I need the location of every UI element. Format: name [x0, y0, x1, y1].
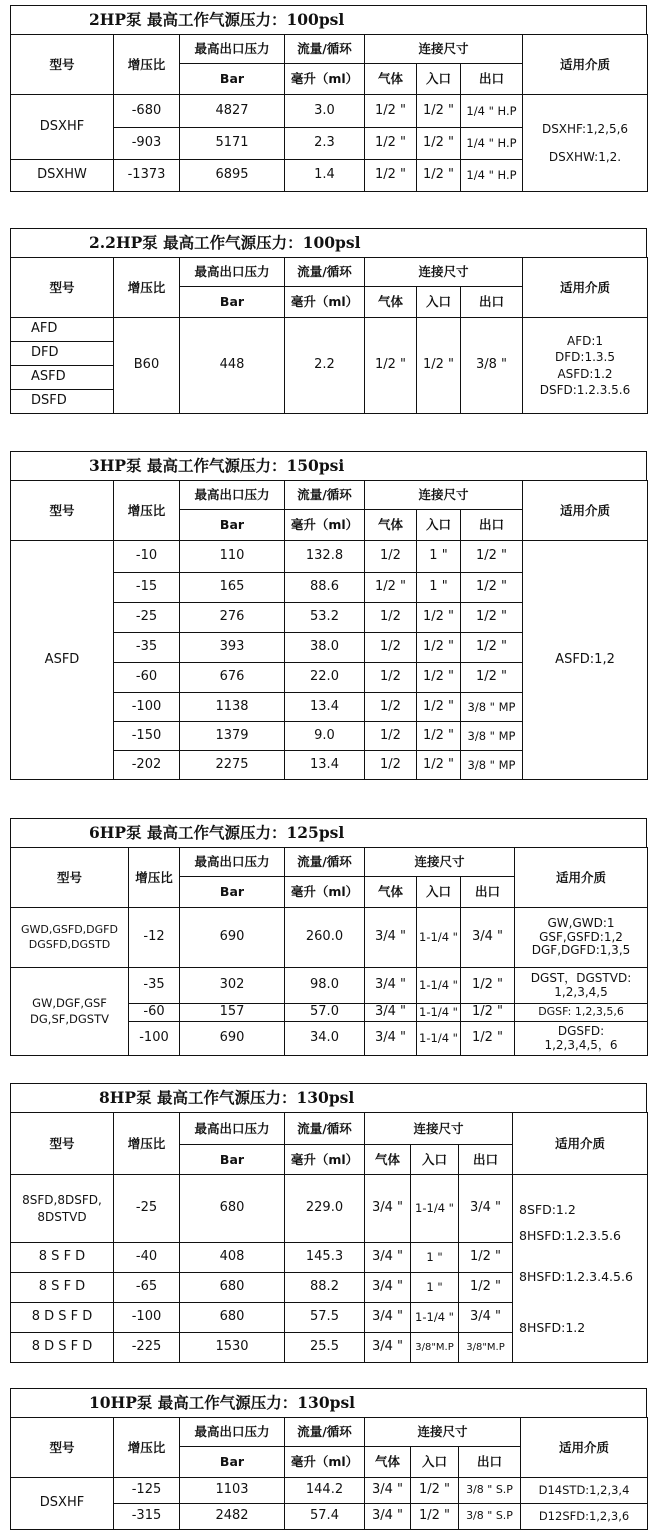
- inlet-cell: 1/2 ": [417, 633, 461, 663]
- media-line: GSF,GSFD:1,2: [539, 929, 623, 944]
- table-row: [11, 95, 648, 128]
- gas-cell: 3/4 ": [365, 1333, 411, 1363]
- header-model: 型号: [11, 35, 114, 95]
- header-pressure: 最高出口压力: [180, 1418, 285, 1447]
- outlet-cell: 3/4 ": [461, 908, 515, 968]
- ratio-cell: -100: [114, 1303, 180, 1333]
- flow-cell: 1.4: [285, 160, 365, 192]
- ratio-cell: -903: [114, 128, 180, 160]
- model-cell: AFD: [11, 318, 114, 342]
- bar-cell: 302: [180, 968, 285, 1004]
- header-ratio: 增压比: [114, 35, 180, 95]
- media-line: AFD:1: [567, 334, 604, 349]
- header-gas: 气体: [365, 1447, 411, 1478]
- outlet-cell: 1/2 ": [461, 603, 523, 633]
- header-pressure: 最高出口压力: [180, 848, 285, 877]
- header-flow: 流量/循环: [285, 258, 365, 287]
- header-gas: 气体: [365, 64, 417, 95]
- header-ratio: 增压比: [114, 1113, 180, 1175]
- outlet-cell: 1/4 " H.P: [461, 95, 523, 128]
- gas-cell: 1/2 ": [365, 95, 417, 128]
- section-title: 2.2HP泵 最高工作气源压力：100psl: [10, 228, 647, 257]
- bar-cell: 1379: [180, 722, 285, 751]
- ratio-cell: -25: [114, 603, 180, 633]
- flow-cell: 25.5: [285, 1333, 365, 1363]
- outlet-cell: 3/4 ": [459, 1175, 513, 1243]
- header-inlet: 入口: [417, 510, 461, 541]
- media-line: GW,GWD:1: [547, 915, 615, 930]
- media-cell: [515, 1022, 648, 1056]
- model-cell: 8 S F D: [11, 1243, 114, 1273]
- inlet-cell: 1-1/4 ": [417, 968, 461, 1004]
- header-gas: 气体: [365, 877, 417, 908]
- section-10hp: [10, 1388, 647, 1530]
- gas-cell: 3/4 ": [365, 1303, 411, 1333]
- gas-cell: 1/2 ": [365, 573, 417, 603]
- media-line: 8SFD:1.2: [519, 1202, 576, 1217]
- media-line: 1,2,3,4,5，6: [544, 1037, 618, 1052]
- model-line: GWD,GSFD,DGFD: [21, 922, 118, 936]
- media-line: DFD:1.3.5: [555, 350, 615, 365]
- inlet-cell: 1/2 ": [417, 693, 461, 722]
- header-flow: 流量/循环: [285, 481, 365, 510]
- outlet-cell: 3/8 " MP: [461, 693, 523, 722]
- bar-cell: 2482: [180, 1504, 285, 1530]
- inlet-cell: 1 ": [411, 1273, 459, 1303]
- header-flow: 流量/循环: [285, 848, 365, 877]
- media-cell: [515, 908, 648, 968]
- gas-cell: 3/4 ": [365, 1175, 411, 1243]
- gas-cell: 3/4 ": [365, 1273, 411, 1303]
- inlet-cell: 1-1/4 ": [417, 908, 461, 968]
- header-ratio: 增压比: [114, 258, 180, 318]
- model-line: DGSFD,DGSTD: [28, 937, 111, 951]
- flow-cell: 57.5: [285, 1303, 365, 1333]
- header-model: 型号: [11, 481, 114, 541]
- flow-cell: 13.4: [285, 751, 365, 780]
- header-outlet: 出口: [461, 287, 523, 318]
- section-2-2hp: [10, 228, 647, 414]
- spec-table: [10, 257, 648, 414]
- inlet-cell: 1/2 ": [417, 95, 461, 128]
- flow-cell: 98.0: [285, 968, 365, 1004]
- header-model: 型号: [11, 258, 114, 318]
- header-flow-unit: 毫升（ml）: [285, 287, 365, 318]
- media-line: 8HSFD:1.2.3.4.5.6: [519, 1269, 633, 1284]
- flow-cell: 2.3: [285, 128, 365, 160]
- bar-cell: 690: [180, 908, 285, 968]
- media-cell: [515, 968, 648, 1004]
- header-connection: 连接尺寸: [365, 258, 523, 287]
- outlet-cell: 3/8 " MP: [461, 722, 523, 751]
- bar-cell: 6895: [180, 160, 285, 192]
- header-outlet: 出口: [461, 64, 523, 95]
- ratio-cell: -25: [114, 1175, 180, 1243]
- gas-cell: 1/2: [365, 693, 417, 722]
- media-line: DGSFD:: [557, 1023, 605, 1038]
- media-line: DSXHF:1,2,5,6: [541, 121, 629, 136]
- flow-cell: 34.0: [285, 1022, 365, 1056]
- inlet-cell: 1/2 ": [417, 603, 461, 633]
- bar-cell: 110: [180, 541, 285, 573]
- flow-cell: 57.4: [285, 1504, 365, 1530]
- media-cell: [523, 318, 648, 414]
- bar-cell: 5171: [180, 128, 285, 160]
- ratio-cell: -225: [114, 1333, 180, 1363]
- bar-cell: 680: [180, 1273, 285, 1303]
- model-cell: DFD: [11, 342, 114, 366]
- section-2hp: [10, 5, 647, 192]
- inlet-cell: 1 ": [411, 1243, 459, 1273]
- media-line: DGF,DGFD:1,3,5: [531, 943, 631, 958]
- media-cell: [513, 1175, 648, 1363]
- header-pressure-unit: Bar: [180, 1447, 285, 1478]
- header-flow: 流量/循环: [285, 1418, 365, 1447]
- header-connection: 连接尺寸: [365, 1113, 513, 1145]
- inlet-cell: 3/8"M.P: [411, 1333, 459, 1363]
- section-title: 6HP泵 最高工作气源压力：125psl: [10, 818, 647, 847]
- header-media: 适用介质: [513, 1113, 648, 1175]
- header-media: 适用介质: [523, 35, 648, 95]
- spec-table: [10, 480, 648, 780]
- bar-cell: 408: [180, 1243, 285, 1273]
- bar-cell: 676: [180, 663, 285, 693]
- ratio-cell: -10: [114, 541, 180, 573]
- spec-table: [10, 1112, 648, 1363]
- header-inlet: 入口: [411, 1447, 459, 1478]
- flow-cell: 88.2: [285, 1273, 365, 1303]
- outlet-cell: 3/4 ": [459, 1303, 513, 1333]
- media-line: DSXHW:1,2.: [548, 150, 622, 164]
- section-6hp: [10, 818, 647, 1056]
- outlet-cell: 3/8 " S.P: [459, 1478, 521, 1504]
- header-inlet: 入口: [417, 64, 461, 95]
- model-line: 8SFD,8DSFD,: [22, 1193, 102, 1208]
- header-model: 型号: [11, 1418, 114, 1478]
- header-ratio: 增压比: [114, 1418, 180, 1478]
- table-row: [11, 968, 648, 1004]
- inlet-cell: 1/2 ": [417, 318, 461, 414]
- outlet-cell: 1/2 ": [461, 1022, 515, 1056]
- header-pressure-unit: Bar: [180, 877, 285, 908]
- media-line: 8HSFD:1.2.3.5.6: [519, 1228, 621, 1243]
- media-line: DSFD:1.2.3.5.6: [539, 382, 631, 397]
- header-pressure-unit: Bar: [180, 64, 285, 95]
- section-title: 10HP泵 最高工作气源压力：130psl: [10, 1388, 647, 1417]
- ratio-cell: -60: [129, 1004, 180, 1022]
- gas-cell: 1/2: [365, 722, 417, 751]
- header-pressure-unit: Bar: [180, 1145, 285, 1175]
- table-row: [11, 541, 648, 573]
- ratio-cell: -65: [114, 1273, 180, 1303]
- ratio-cell: -125: [114, 1478, 180, 1504]
- media-cell: ASFD:1,2: [523, 541, 648, 780]
- header-outlet: 出口: [459, 1145, 513, 1175]
- header-media: 适用介质: [523, 258, 648, 318]
- outlet-cell: 1/2 ": [459, 1243, 513, 1273]
- model-cell: 8 S F D: [11, 1273, 114, 1303]
- bar-cell: 4827: [180, 95, 285, 128]
- flow-cell: 9.0: [285, 722, 365, 751]
- header-connection: 连接尺寸: [365, 481, 523, 510]
- ratio-cell: -150: [114, 722, 180, 751]
- media-line: 8HSFD:1.2: [519, 1320, 586, 1335]
- outlet-cell: 1/2 ": [461, 968, 515, 1004]
- gas-cell: 3/4 ": [365, 908, 417, 968]
- outlet-cell: 1/2 ": [461, 573, 523, 603]
- gas-cell: 1/2: [365, 603, 417, 633]
- bar-cell: 1103: [180, 1478, 285, 1504]
- flow-cell: 53.2: [285, 603, 365, 633]
- header-gas: 气体: [365, 287, 417, 318]
- flow-cell: 229.0: [285, 1175, 365, 1243]
- bar-cell: 2275: [180, 751, 285, 780]
- outlet-cell: 1/2 ": [461, 541, 523, 573]
- table-row: [11, 318, 648, 342]
- bar-cell: 1530: [180, 1333, 285, 1363]
- inlet-cell: 1/2 ": [417, 722, 461, 751]
- header-pressure: 最高出口压力: [180, 1113, 285, 1145]
- ratio-cell: -15: [114, 573, 180, 603]
- header-connection: 连接尺寸: [365, 848, 515, 877]
- ratio-cell: -1373: [114, 160, 180, 192]
- ratio-cell: -202: [114, 751, 180, 780]
- header-outlet: 出口: [461, 510, 523, 541]
- gas-cell: 3/4 ": [365, 1022, 417, 1056]
- flow-cell: 144.2: [285, 1478, 365, 1504]
- inlet-cell: 1-1/4 ": [411, 1303, 459, 1333]
- gas-cell: 3/4 ": [365, 1504, 411, 1530]
- flow-cell: 260.0: [285, 908, 365, 968]
- header-pressure-unit: Bar: [180, 287, 285, 318]
- header-media: 适用介质: [521, 1418, 648, 1478]
- gas-cell: 1/2 ": [365, 128, 417, 160]
- header-inlet: 入口: [417, 287, 461, 318]
- header-connection: 连接尺寸: [365, 1418, 521, 1447]
- flow-cell: 38.0: [285, 633, 365, 663]
- media-cell: D14STD:1,2,3,4: [521, 1478, 648, 1504]
- media-cell: D12SFD:1,2,3,6: [521, 1504, 648, 1530]
- media-cell: [523, 95, 648, 192]
- flow-cell: 145.3: [285, 1243, 365, 1273]
- outlet-cell: 1/2 ": [461, 663, 523, 693]
- ratio-cell: -100: [129, 1022, 180, 1056]
- header-flow-unit: 毫升（ml）: [285, 510, 365, 541]
- header-ratio: 增压比: [129, 848, 180, 908]
- flow-cell: 132.8: [285, 541, 365, 573]
- media-line: DGST，DGSTVD:: [530, 970, 632, 985]
- section-title: 2HP泵 最高工作气源压力：100psl: [10, 5, 647, 34]
- spec-table: [10, 847, 648, 1056]
- model-cell: ASFD: [11, 366, 114, 390]
- header-inlet: 入口: [411, 1145, 459, 1175]
- gas-cell: 1/2 ": [365, 318, 417, 414]
- ratio-cell: -40: [114, 1243, 180, 1273]
- model-cell: DSXHF: [11, 1478, 114, 1530]
- header-model: 型号: [11, 848, 129, 908]
- ratio-cell: -60: [114, 663, 180, 693]
- inlet-cell: 1/2 ": [417, 751, 461, 780]
- gas-cell: 1/2: [365, 751, 417, 780]
- model-line: DG,SF,DGSTV: [30, 1011, 109, 1026]
- outlet-cell: 1/2 ": [461, 1004, 515, 1022]
- gas-cell: 1/2 ": [365, 160, 417, 192]
- model-cell: [11, 1175, 114, 1243]
- outlet-cell: 3/8 " MP: [461, 751, 523, 780]
- model-cell: [11, 968, 129, 1056]
- header-pressure: 最高出口压力: [180, 35, 285, 64]
- inlet-cell: 1 ": [417, 573, 461, 603]
- bar-cell: 276: [180, 603, 285, 633]
- bar-cell: 448: [180, 318, 285, 414]
- inlet-cell: 1/2 ": [417, 663, 461, 693]
- section-8hp: [10, 1083, 647, 1363]
- bar-cell: 393: [180, 633, 285, 663]
- inlet-cell: 1-1/4 ": [417, 1004, 461, 1022]
- section-3hp: [10, 451, 647, 780]
- bar-cell: 1138: [180, 693, 285, 722]
- media-cell: DGSF: 1,2,3,5,6: [515, 1004, 648, 1022]
- model-line: GW,DGF,GSF: [32, 995, 107, 1010]
- gas-cell: 1/2: [365, 541, 417, 573]
- header-gas: 气体: [365, 1145, 411, 1175]
- inlet-cell: 1/2 ": [417, 160, 461, 192]
- model-cell: DSXHF: [11, 95, 114, 160]
- header-pressure: 最高出口压力: [180, 258, 285, 287]
- gas-cell: 3/4 ": [365, 1243, 411, 1273]
- inlet-cell: 1/2 ": [411, 1504, 459, 1530]
- header-outlet: 出口: [459, 1447, 521, 1478]
- ratio-cell: -35: [114, 633, 180, 663]
- media-line: 1,2,3,4,5: [554, 984, 608, 999]
- ratio-cell: -100: [114, 693, 180, 722]
- table-row: [11, 908, 648, 968]
- outlet-cell: 1/4 " H.P: [461, 160, 523, 192]
- gas-cell: 3/4 ": [365, 1478, 411, 1504]
- ratio-cell: -680: [114, 95, 180, 128]
- inlet-cell: 1/2 ": [411, 1478, 459, 1504]
- model-cell: ASFD: [11, 541, 114, 780]
- header-media: 适用介质: [515, 848, 648, 908]
- bar-cell: 680: [180, 1175, 285, 1243]
- model-cell: 8 D S F D: [11, 1303, 114, 1333]
- header-outlet: 出口: [461, 877, 515, 908]
- outlet-cell: 3/8 " S.P: [459, 1504, 521, 1530]
- spec-table: [10, 34, 648, 192]
- header-gas: 气体: [365, 510, 417, 541]
- header-flow: 流量/循环: [285, 35, 365, 64]
- inlet-cell: 1/2 ": [417, 128, 461, 160]
- gas-cell: 3/4 ": [365, 968, 417, 1004]
- table-row: [11, 1175, 648, 1243]
- model-cell: [11, 908, 129, 968]
- header-flow-unit: 毫升（ml）: [285, 1145, 365, 1175]
- inlet-cell: 1-1/4 ": [417, 1022, 461, 1056]
- outlet-cell: 1/2 ": [459, 1273, 513, 1303]
- model-line: 8DSTVD: [37, 1209, 87, 1224]
- header-flow-unit: 毫升（ml）: [285, 877, 365, 908]
- gas-cell: 1/2: [365, 663, 417, 693]
- flow-cell: 3.0: [285, 95, 365, 128]
- section-title: 3HP泵 最高工作气源压力：150psi: [10, 451, 647, 480]
- ratio-cell: -315: [114, 1504, 180, 1530]
- model-cell: DSFD: [11, 390, 114, 414]
- ratio-cell: -12: [129, 908, 180, 968]
- bar-cell: 690: [180, 1022, 285, 1056]
- model-cell: DSXHW: [11, 160, 114, 192]
- gas-cell: 3/4 ": [365, 1004, 417, 1022]
- header-flow-unit: 毫升（ml）: [285, 1447, 365, 1478]
- model-cell: 8 D S F D: [11, 1333, 114, 1363]
- spec-table: [10, 1417, 648, 1530]
- outlet-cell: 3/8 ": [461, 318, 523, 414]
- inlet-cell: 1 ": [417, 541, 461, 573]
- header-flow: 流量/循环: [285, 1113, 365, 1145]
- outlet-cell: 3/8"M.P: [459, 1333, 513, 1363]
- gas-cell: 1/2: [365, 633, 417, 663]
- bar-cell: 157: [180, 1004, 285, 1022]
- header-pressure-unit: Bar: [180, 510, 285, 541]
- bar-cell: 680: [180, 1303, 285, 1333]
- flow-cell: 57.0: [285, 1004, 365, 1022]
- flow-cell: 2.2: [285, 318, 365, 414]
- header-connection: 连接尺寸: [365, 35, 523, 64]
- header-model: 型号: [11, 1113, 114, 1175]
- header-inlet: 入口: [417, 877, 461, 908]
- inlet-cell: 1-1/4 ": [411, 1175, 459, 1243]
- header-pressure: 最高出口压力: [180, 481, 285, 510]
- outlet-cell: 1/2 ": [461, 633, 523, 663]
- header-ratio: 增压比: [114, 481, 180, 541]
- table-row: [11, 1478, 648, 1504]
- ratio-cell: B60: [114, 318, 180, 414]
- header-media: 适用介质: [523, 481, 648, 541]
- flow-cell: 88.6: [285, 573, 365, 603]
- ratio-cell: -35: [129, 968, 180, 1004]
- media-line: ASFD:1.2: [557, 366, 613, 381]
- header-flow-unit: 毫升（ml）: [285, 64, 365, 95]
- section-title: 8HP泵 最高工作气源压力：130psl: [10, 1083, 647, 1112]
- flow-cell: 22.0: [285, 663, 365, 693]
- outlet-cell: 1/4 " H.P: [461, 128, 523, 160]
- bar-cell: 165: [180, 573, 285, 603]
- flow-cell: 13.4: [285, 693, 365, 722]
